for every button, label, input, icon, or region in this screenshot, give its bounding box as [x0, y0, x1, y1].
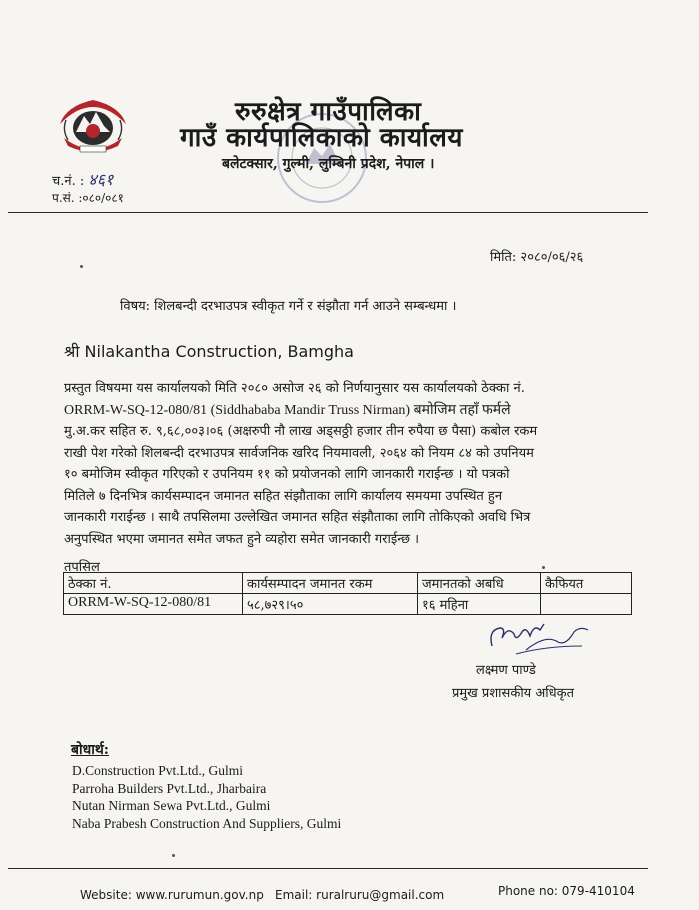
cc-heading: बोधार्थ:	[71, 742, 109, 758]
header-divider	[8, 212, 648, 213]
table-header-cell: ठेक्का नं.	[64, 573, 243, 594]
office-name: गाउँ कार्यपालिकाको कार्यालय	[180, 123, 463, 153]
dispatch-number-label: च.नं. :	[52, 174, 85, 189]
table-header-cell: जमानतको अबधि	[418, 573, 541, 594]
letter-recipient: श्री Nilakantha Construction, Bamgha	[64, 342, 354, 361]
table-cell: १६ महिना	[418, 594, 541, 615]
body-line: ORRM-W-SQ-12-080/81 (Siddhababa Mandir Truss Nirman) बमोजिम तहाँ फर्मले	[64, 402, 511, 418]
table-header-cell: कैफियत	[541, 573, 632, 594]
schedule-label: तपसिल	[64, 560, 100, 575]
signatory-title: प्रमुख प्रशासकीय अधिकृत	[452, 686, 575, 701]
body-line: प्रस्तुत विषयमा यस कार्यालयको मिति २०८० असोज २६ को निर्णयानुसार यस कार्यालयको ठेक्का नं.	[64, 381, 525, 396]
letter-body	[64, 378, 630, 550]
list-item: Nutan Nirman Sewa Pvt.Ltd., Gulmi	[72, 798, 271, 813]
municipality-name: रुरुक्षेत्र गाउँपालिका	[235, 97, 422, 127]
paper-speck	[542, 566, 545, 569]
table-header-row	[64, 573, 632, 594]
list-item: D.Construction Pvt.Ltd., Gulmi	[72, 763, 244, 778]
footer-email: Email: ruralruru@gmail.com	[275, 888, 445, 902]
footer-divider	[8, 868, 648, 869]
letter-subject: विषय: शिलबन्दी दरभाउपत्र स्वीकृत गर्ने र संझौता गर्न आउने सम्बन्धमा ।	[120, 299, 457, 314]
footer-website: Website: www.rurumun.gov.np	[80, 888, 264, 902]
letter-number-label: प.सं. :	[52, 191, 83, 205]
body-line: मितिले ७ दिनभित्र कार्यसम्पादन जमानत सहित संझौताका लागि कार्यालय समयमा उपस्थित हुन	[64, 488, 503, 504]
signatory-name: लक्ष्मण पाण्डे	[476, 663, 536, 678]
paper-speck	[172, 854, 175, 857]
paper-speck	[80, 265, 83, 268]
list-item: Parroha Builders Pvt.Ltd., Jharbaira	[72, 780, 267, 796]
contract-details-table	[63, 572, 632, 615]
cc-list	[72, 762, 341, 832]
dispatch-number	[52, 168, 113, 190]
table-cell: ORRM-W-SQ-12-080/81	[64, 594, 243, 615]
letter-number-value: ०८०/०८१	[82, 191, 124, 205]
body-line: अनुपस्थित भएमा जमानत समेत जफत हुने व्यहोरा समेत जानकारी गराईन्छ ।	[64, 531, 420, 547]
handwritten-signature	[486, 616, 596, 662]
body-line: १० बमोजिम स्वीकृत गरिएको र उपनियम ११ को प्रयोजनको लागि जानकारी गराईन्छ । यो पत्रको	[64, 467, 510, 482]
table-cell: ५८,७२९।५०	[243, 594, 418, 615]
body-line: राखी पेश गरेको शिलबन्दी दरभाउपत्र सार्वजनिक खरिद नियमावली, २०६४ को नियम ८४ को उपनियम	[64, 445, 534, 461]
table-header-cell: कार्यसम्पादन जमानत रकम	[243, 573, 418, 594]
table-row	[64, 594, 632, 615]
body-line: जानकारी गराईन्छ । साथै तपसिलमा उल्लेखित जमानत सहित संझौताका लागि तोकिएको अवधि भित्र	[64, 510, 531, 525]
dispatch-number-value: ४६१	[88, 170, 114, 189]
table-cell	[541, 594, 632, 615]
letter-number	[52, 189, 124, 206]
footer-phone: Phone no: 079-410104	[498, 884, 635, 898]
letter-date: मिति: २०८०/०६/२६	[490, 250, 584, 265]
nepal-emblem-logo	[56, 94, 130, 160]
list-item: Naba Prabesh Construction And Suppliers, Gulmi	[72, 815, 342, 831]
office-address: बलेटक्सार, गुल्मी, लुम्बिनी प्रदेश, नेपाल ।	[222, 156, 435, 172]
body-line: मु.अ.कर सहित रु. ९,६८,००३।०६ (अक्षरुपी नौ लाख अड्सठ्ठी हजार तीन रुपैया छ पैसा) कबोल रकम	[64, 424, 538, 439]
